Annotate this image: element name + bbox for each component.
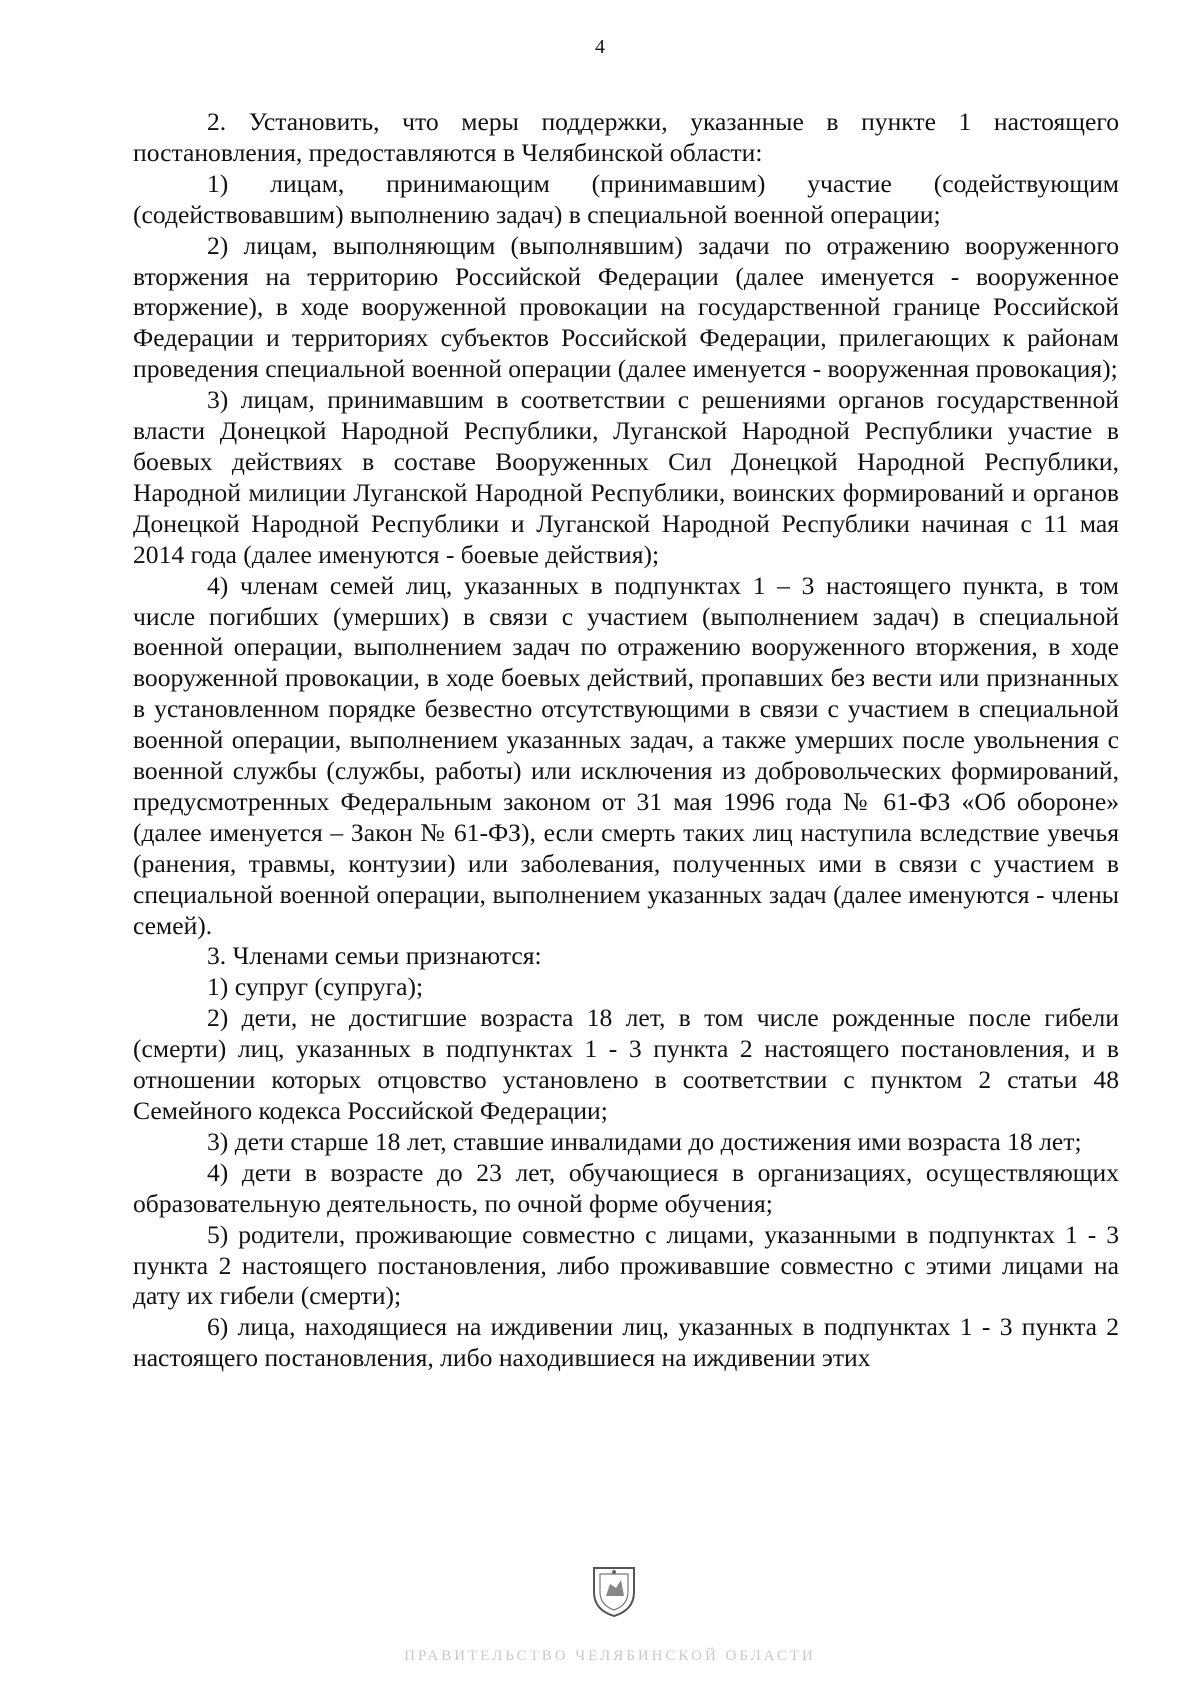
paragraph-2-3: 3) лицам, принимавшим в соответствии с решениями органов государственной власти Донецкой Народной Республики, Луганской Народной Республики участие в боевых действиях в составе Вооруженных Сил Донецкой Народной Республики, Народной милиции Луганской Народной Республики, воинских формирований и органов Донецкой Народной Республики и Луганской Народной Республики начиная с 11 мая 2014 года (далее именуются - боевые действия); bbox=[133, 385, 1119, 569]
paragraph-3-1: 1) супруг (супруга); bbox=[207, 972, 424, 1002]
paragraph-3-4: 4) дети в возрасте до 23 лет, обучающиеся в организациях, осуществляющих образовательную деятельность, по очной форме обучения; bbox=[133, 1157, 1119, 1218]
paragraph-2-2: 2) лицам, выполняющим (выполнявшим) задачи по отражению вооруженного вторжения на территорию Российской Федерации (далее именуется - вооруженное вторжение), в ходе вооруженной провокации на государственной границе Российской Федерации и территориях субъектов Российской Федерации, прилегающих к районам проведения специальной военной операции (далее именуется - вооруженная провокация); bbox=[133, 230, 1119, 384]
paragraph-3-2: 2) дети, не достигшие возраста 18 лет, в том числе рожденные после гибели (смерти) лиц, указанных в подпунктах 1 - 3 пункта 2 настоящего постановления, и в отношении которых отцовство установлено в соответствии с пунктом 2 статьи 48 Семейного кодекса Российской Федерации; bbox=[133, 1003, 1119, 1125]
paragraph-2-1: 1) лицам, принимающим (принимавшим) участие (содействующим (содействовавшим) выполнению задач) в специальной военной операции; bbox=[133, 168, 1119, 229]
paragraph-point-3: 3. Членами семьи признаются: bbox=[207, 941, 542, 971]
coat-of-arms-seal bbox=[588, 1562, 640, 1618]
document-body bbox=[133, 107, 1119, 1374]
paragraph-3-3: 3) дети старше 18 лет, ставшие инвалидами до достижения ими возраста 18 лет; bbox=[207, 1126, 1082, 1156]
footer-watermark: ПРАВИТЕЛЬСТВО ЧЕЛЯБИНСКОЙ ОБЛАСТИ bbox=[404, 1648, 816, 1664]
paragraph-2-4: 4) членам семей лиц, указанных в подпунктах 1 – 3 настоящего пункта, в том числе погибших (умерших) в связи с участием (выполнением задач) в специальной военной операции, выполнением задач по отражению вооруженного вторжения, в ходе вооруженной провокации, в ходе боевых действий, пропавших без вести или признанных в установленном порядке безвестно отсутствующими в связи с участием в специальной военной операции, выполнением указанных задач, а также умерших после увольнения с военной службы (службы, работы) или исключения из добровольческих формирований, предусмотренных Федеральным законом от 31 мая 1996 года № 61-ФЗ «Об обороне» (далее именуется – Закон № 61-ФЗ), если смерть таких лиц наступила вследствие увечья (ранения, травмы, контузии) или заболевания, полученных ими в связи с участием в специальной военной операции, выполнением указанных задач (далее именуются - члены семей). bbox=[133, 570, 1119, 940]
paragraph-3-6: 6) лица, находящиеся на иждивении лиц, указанных в подпунктах 1 - 3 пункта 2 настоящего постановления, либо находившиеся на иждивении этих bbox=[133, 1312, 1119, 1373]
paragraph-point-2: 2. Установить, что меры поддержки, указанные в пункте 1 настоящего постановления, предоставляются в Челябинской области: bbox=[133, 107, 1119, 167]
paragraph-3-5: 5) родители, проживающие совместно с лицами, указанными в подпунктах 1 - 3 пункта 2 настоящего постановления, либо проживавшие совместно с этими лицами на дату их гибели (смерти); bbox=[133, 1219, 1119, 1311]
page-number: 4 bbox=[595, 36, 605, 58]
